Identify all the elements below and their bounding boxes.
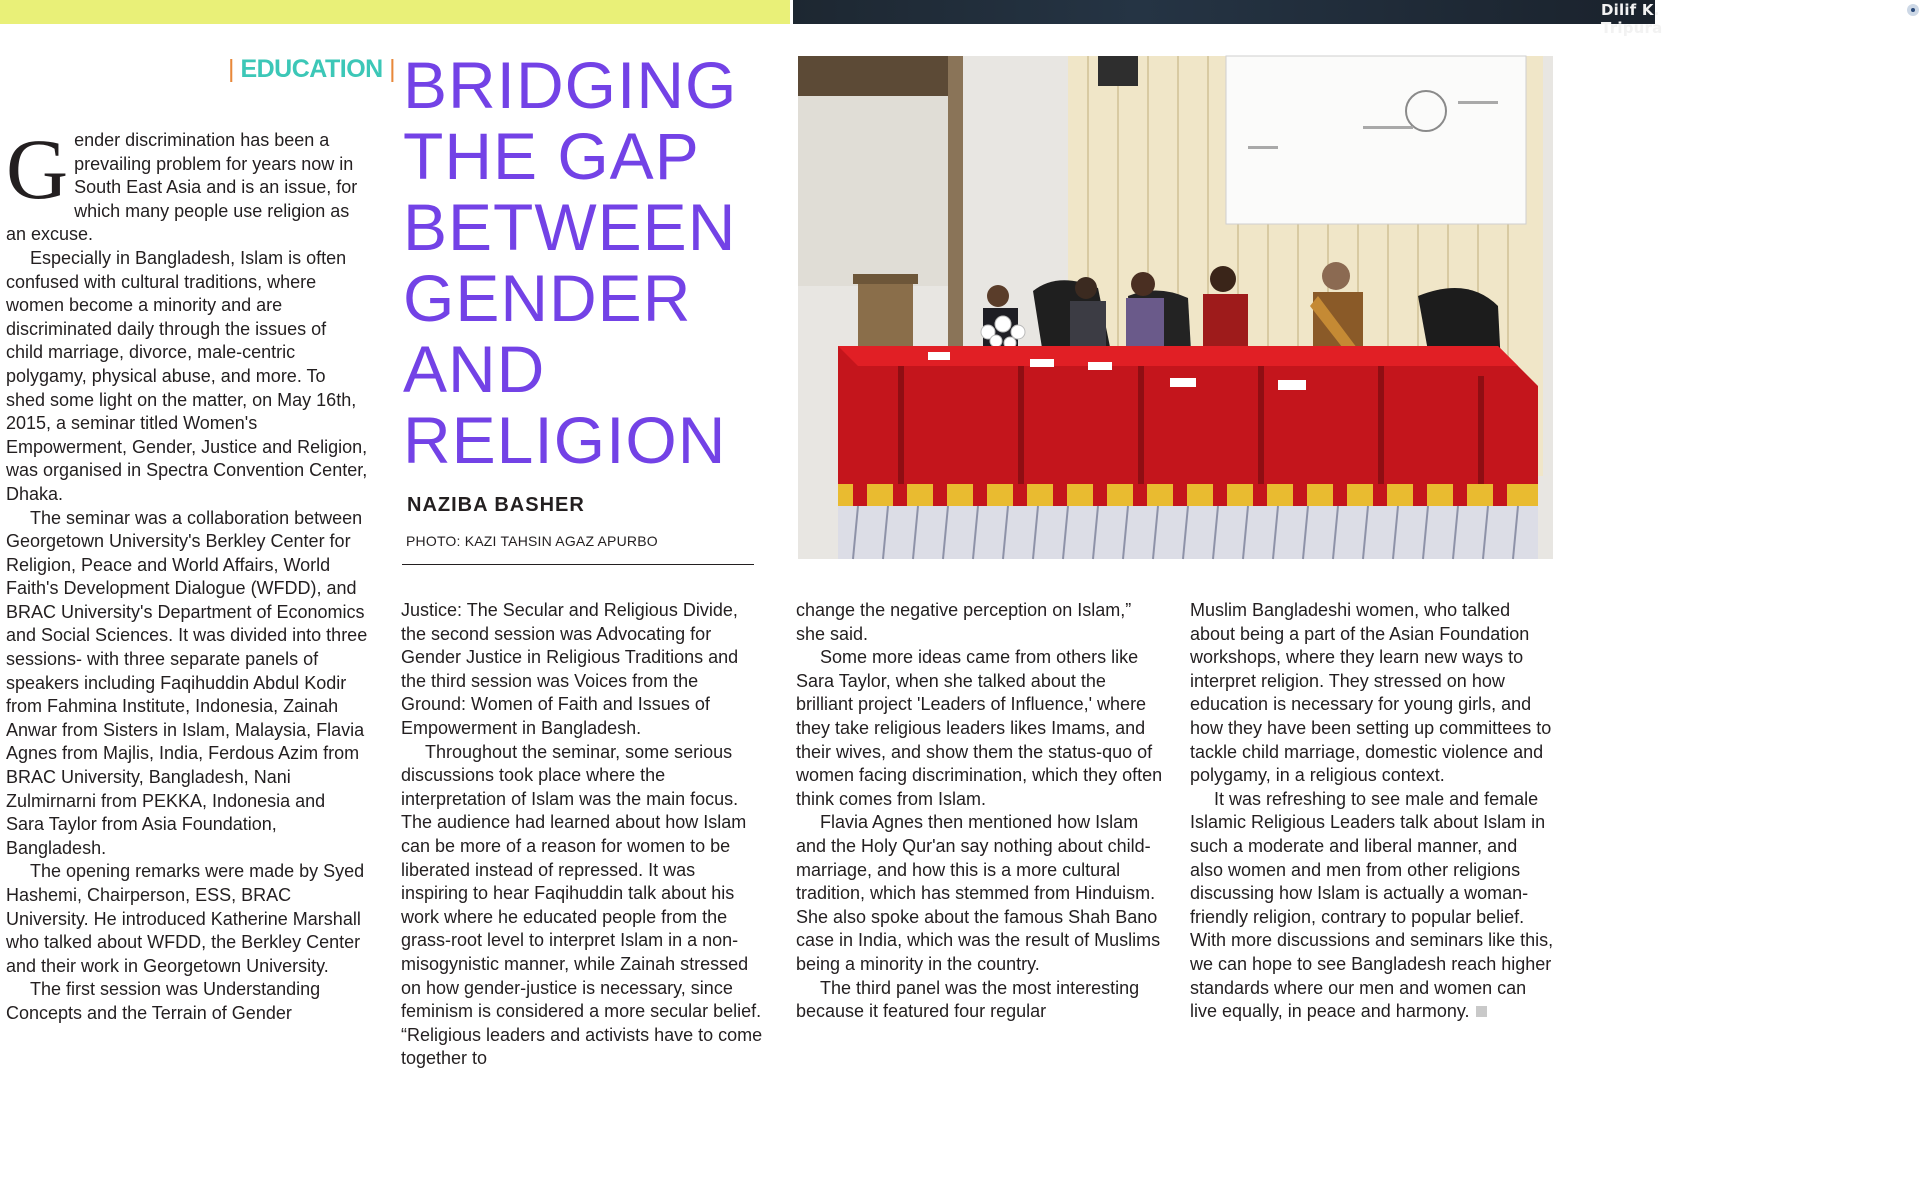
article-headline [403,50,783,476]
article-column-4 [1190,599,1555,1024]
previous-photo-credit: Dilif K. Tripura [1601,1,1663,37]
author-byline: NAZIBA BASHER [407,494,585,516]
closing-paragraph-text: It was refreshing to see male and female Islamic Religious Leaders talk about Islam in such a moderate and liberal manner, and also women and men from other religions discussing how Islam is actually a woman-friendly religion, contrary to popular belief. With more discussions and seminars like this, we can hope to see Bangladesh reach higher standards where our men and women can live equally, in peace and harmony. [1190,788,1554,1022]
headline-line: AND [403,332,546,406]
lead-paragraph-text: ender discrimination has been a prevailing problem for years now in South East Asia and is an issue, for which many people use religion as an excuse. [6,130,358,245]
byline-divider [402,564,754,565]
lead-paragraph [6,121,368,247]
headline-line: BRIDGING [403,48,738,122]
headline-line: BETWEEN [403,190,737,264]
article-paragraph [1190,788,1555,1024]
drop-cap: G [6,121,69,217]
seminar-photo [798,56,1553,559]
section-tag-left-bar: | [228,55,234,83]
section-tag-right-bar: | [389,55,396,83]
article-paragraph: The first session was Understanding Concepts and the Terrain of Gender [6,979,321,1023]
article-paragraph: Especially in Bangladesh, Islam is often confused with cultural traditions, where women become a minority and are discriminated daily through the issues of child marriage, divorce, male-centric polygamy, physical abuse, and more. To shed some light on the matter, on May 16th, 2015, a seminar titled Women's Empowerment, Gender, Justice and Religion, was organised in Spectra Convention Center, Dhaka. [6,247,368,504]
section-tag-label: EDUCATION [240,55,383,83]
headline-line: GENDER [403,261,692,335]
article-column-3 [796,599,1164,1024]
headline-line: RELIGION [403,403,727,477]
article-paragraph: Throughout the seminar, some serious discussions took place where the interpretation of Islam was the main focus. The audience had learned about how Islam can be more of a reason for women to be liberated instead of repressed. It was inspiring to hear Faqihuddin talk about his work where he educated people from the grass-root level to interpret Islam in a non-misogynistic manner, while Zainah stressed on how gender-justice is necessary, since feminism is considered a more secular belief. “Religious leaders and activists have to come together to [401,741,763,1069]
article-paragraph: The seminar was a collaboration between Georgetown University's Berkley Center for Religion, Peace and World Affairs, World Faith's Development Dialogue (WFDD), and BRAC University's Department of Economics and Social Sciences. It was divided into three sessions- with three separate panels of speakers including Faqihuddin Abdul Kodir from Fahmina Institute, Indonesia, Zainah Anwar from Sisters in Islam, Malaysia, Flavia Agnes from Majlis, India, Ferdous Azim from BRAC University, Bangladesh, Nani Zulmirnarni from PEKKA, Indonesia and Sara Taylor from Asia Foundation, Bangladesh. [6,507,368,858]
article-paragraph: Flavia Agnes then mentioned how Islam and the Holy Qur'an say nothing about child-marriage, and how this is a more cultural tradition, which has stemmed from Hinduism. She also spoke about the famous Shah Bano case in India, which was the result of Muslims being a minority in the country. [796,812,1161,974]
article-column-1 [6,121,368,1026]
watermark-dot-icon [1907,4,1919,16]
article-paragraph: Muslim Bangladeshi women, who talked about being a part of the Asian Foundation workshops, where they learn new ways to interpret religion. They stressed on how education is necessary for young girls, and how they have been setting up committees to tackle child marriage, domestic violence and polygamy, in a religious context. [1190,600,1552,786]
article-column-2 [401,599,766,1071]
article-paragraph: Some more ideas came from others like Sara Taylor, when she talked about the brilliant project 'Leaders of Influence,' where they take religious leaders likes Imams, and their wives, and show them the status-quo of women facing discrimination, which they often think comes from Islam. [796,647,1163,809]
article-paragraph: The third panel was the most interesting because it featured four regular [796,977,1140,1022]
photo-credit: PHOTO: KAZI TAHSIN AGAZ APURBO [406,533,658,549]
top-color-band [0,0,790,24]
article-paragraph: Justice: The Secular and Religious Divide, the second session was Advocating for Gender Justice in Religious Traditions and the third session was Voices from the Ground: Women of Faith and Issues of Empowerment in Bangladesh. [401,600,739,738]
seminar-photo-illustration [798,56,1553,559]
headline-line: THE GAP [403,119,700,193]
previous-photo-strip [793,0,1663,37]
article-paragraph: change the negative perception on Islam,” she said. [796,600,1132,644]
article-paragraph: The opening remarks were made by Syed Hashemi, Chairperson, ESS, BRAC University. He introduced Katherine Marshall who talked about WFDD, the Berkley Center and their work in Georgetown University. [6,861,365,976]
end-of-article-icon [1476,1006,1487,1017]
section-tag [228,55,395,84]
